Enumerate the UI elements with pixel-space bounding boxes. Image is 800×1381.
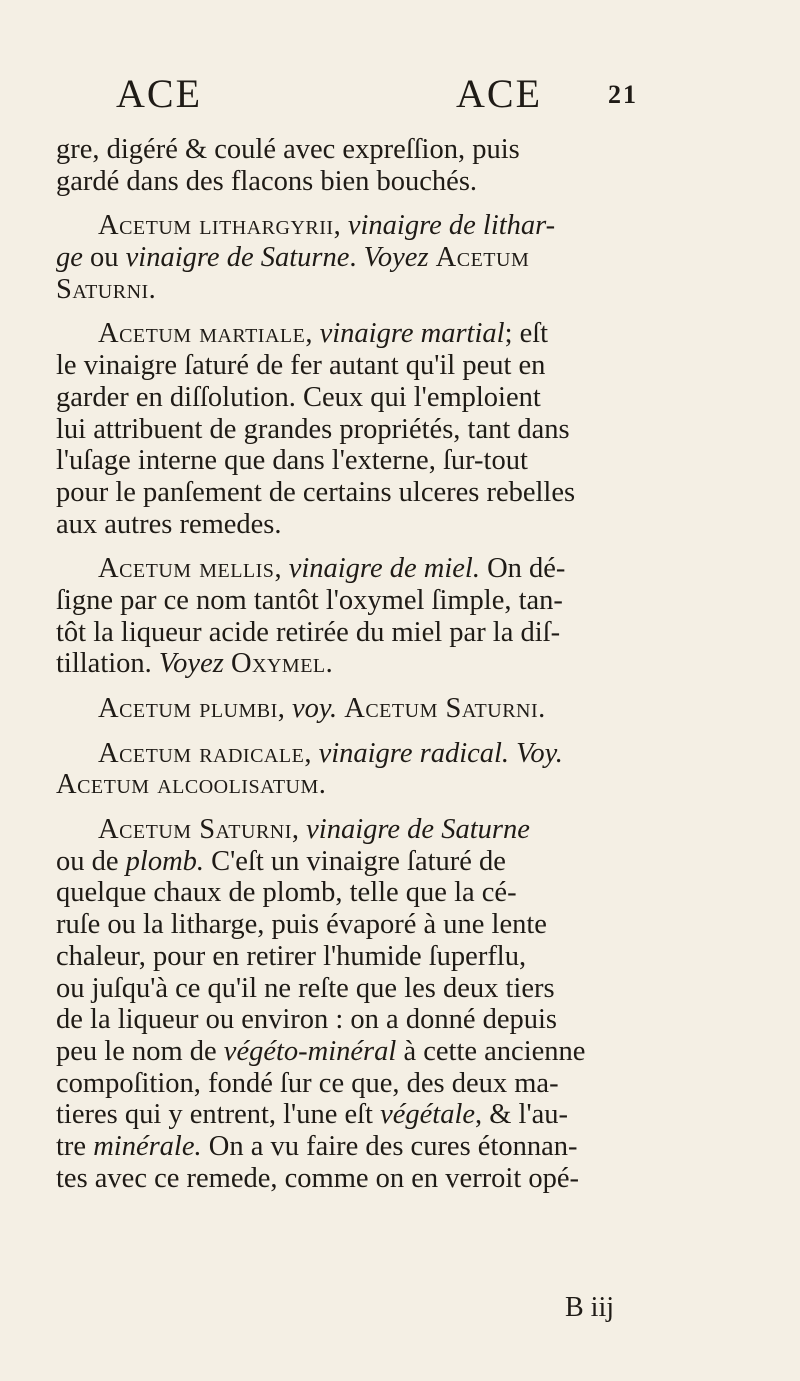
text-line: ruſe ou la litharge, puis évaporé à une lente <box>56 909 547 941</box>
text-line: gre, digéré & coulé avec expreſſion, puis <box>56 134 520 165</box>
text-line: le vinaigre ſaturé de fer autant qu'il peut en <box>56 350 546 382</box>
entry-acetum-saturni: Acetum Saturni, vinaigre de Saturne <box>98 814 530 846</box>
text-line: pour le panſement de certains ulceres rebelles <box>56 476 576 508</box>
text-line: tieres qui y entrent, l'une eſt végétale, & l'au- <box>56 1099 569 1131</box>
text-line: quelque chaux de plomb, telle que la cé- <box>56 877 517 909</box>
text-line: Saturni. <box>56 273 157 305</box>
text-line: ou de plomb. C'eſt un vinaigre ſaturé de <box>56 845 506 877</box>
text-line: tillation. Voyez Oxymel. <box>56 648 334 680</box>
running-head-left: ACE <box>116 71 202 116</box>
body-text <box>56 134 756 1194</box>
text-line: gardé dans des flacons bien bouchés. <box>56 165 478 197</box>
running-head-right: ACE <box>456 71 542 116</box>
text-line: ſigne par ce nom tantôt l'oxymel ſimple, tan- <box>56 584 563 616</box>
text-line: ge ou vinaigre de Saturne. Voyez Acetum <box>56 242 530 274</box>
text-line: peu le nom de végéto-minéral à cette ancienne <box>56 1035 586 1067</box>
text-line: l'uſage interne que dans l'externe, ſur-tout <box>56 445 528 477</box>
entry-acetum-radicale: Acetum radicale, vinaigre radical. Voy. <box>98 737 563 769</box>
text-line: ou juſqu'à ce qu'il ne reſte que les deux tiers <box>56 972 555 1004</box>
text-line: compoſition, fondé ſur ce que, des deux ma- <box>56 1067 559 1099</box>
text-line: aux autres remedes. <box>56 508 282 540</box>
text-line: tes avec ce remede, comme on en verroit opé- <box>56 1162 580 1194</box>
text-line: Acetum alcoolisatum. <box>56 769 327 801</box>
running-head <box>0 70 800 120</box>
entry-acetum-mellis: Acetum mellis, vinaigre de miel. On dé- <box>98 553 566 585</box>
page-number: 21 <box>608 80 638 109</box>
text-line: garder en diſſolution. Ceux qui l'emploient <box>56 381 541 413</box>
entry-acetum-plumbi: Acetum plumbi, voy. Acetum Saturni. <box>98 693 546 724</box>
entry-acetum-martiale: Acetum martiale, vinaigre martial; eſt <box>98 318 549 350</box>
text-line: de la liqueur ou environ : on a donné depuis <box>56 1004 558 1036</box>
text-line: chaleur, pour en retirer l'humide ſuperflu, <box>56 940 527 972</box>
signature-mark: B iij <box>565 1292 615 1323</box>
entry-acetum-lithargyrii: Acetum lithargyrii, vinaigre de lithar- <box>98 210 556 242</box>
text-line: tôt la liqueur acide retirée du miel par la diſ- <box>56 616 561 648</box>
text-line: tre minérale. On a vu faire des cures étonnan- <box>56 1130 578 1162</box>
text-line: lui attribuent de grandes propriétés, tant dans <box>56 413 570 445</box>
